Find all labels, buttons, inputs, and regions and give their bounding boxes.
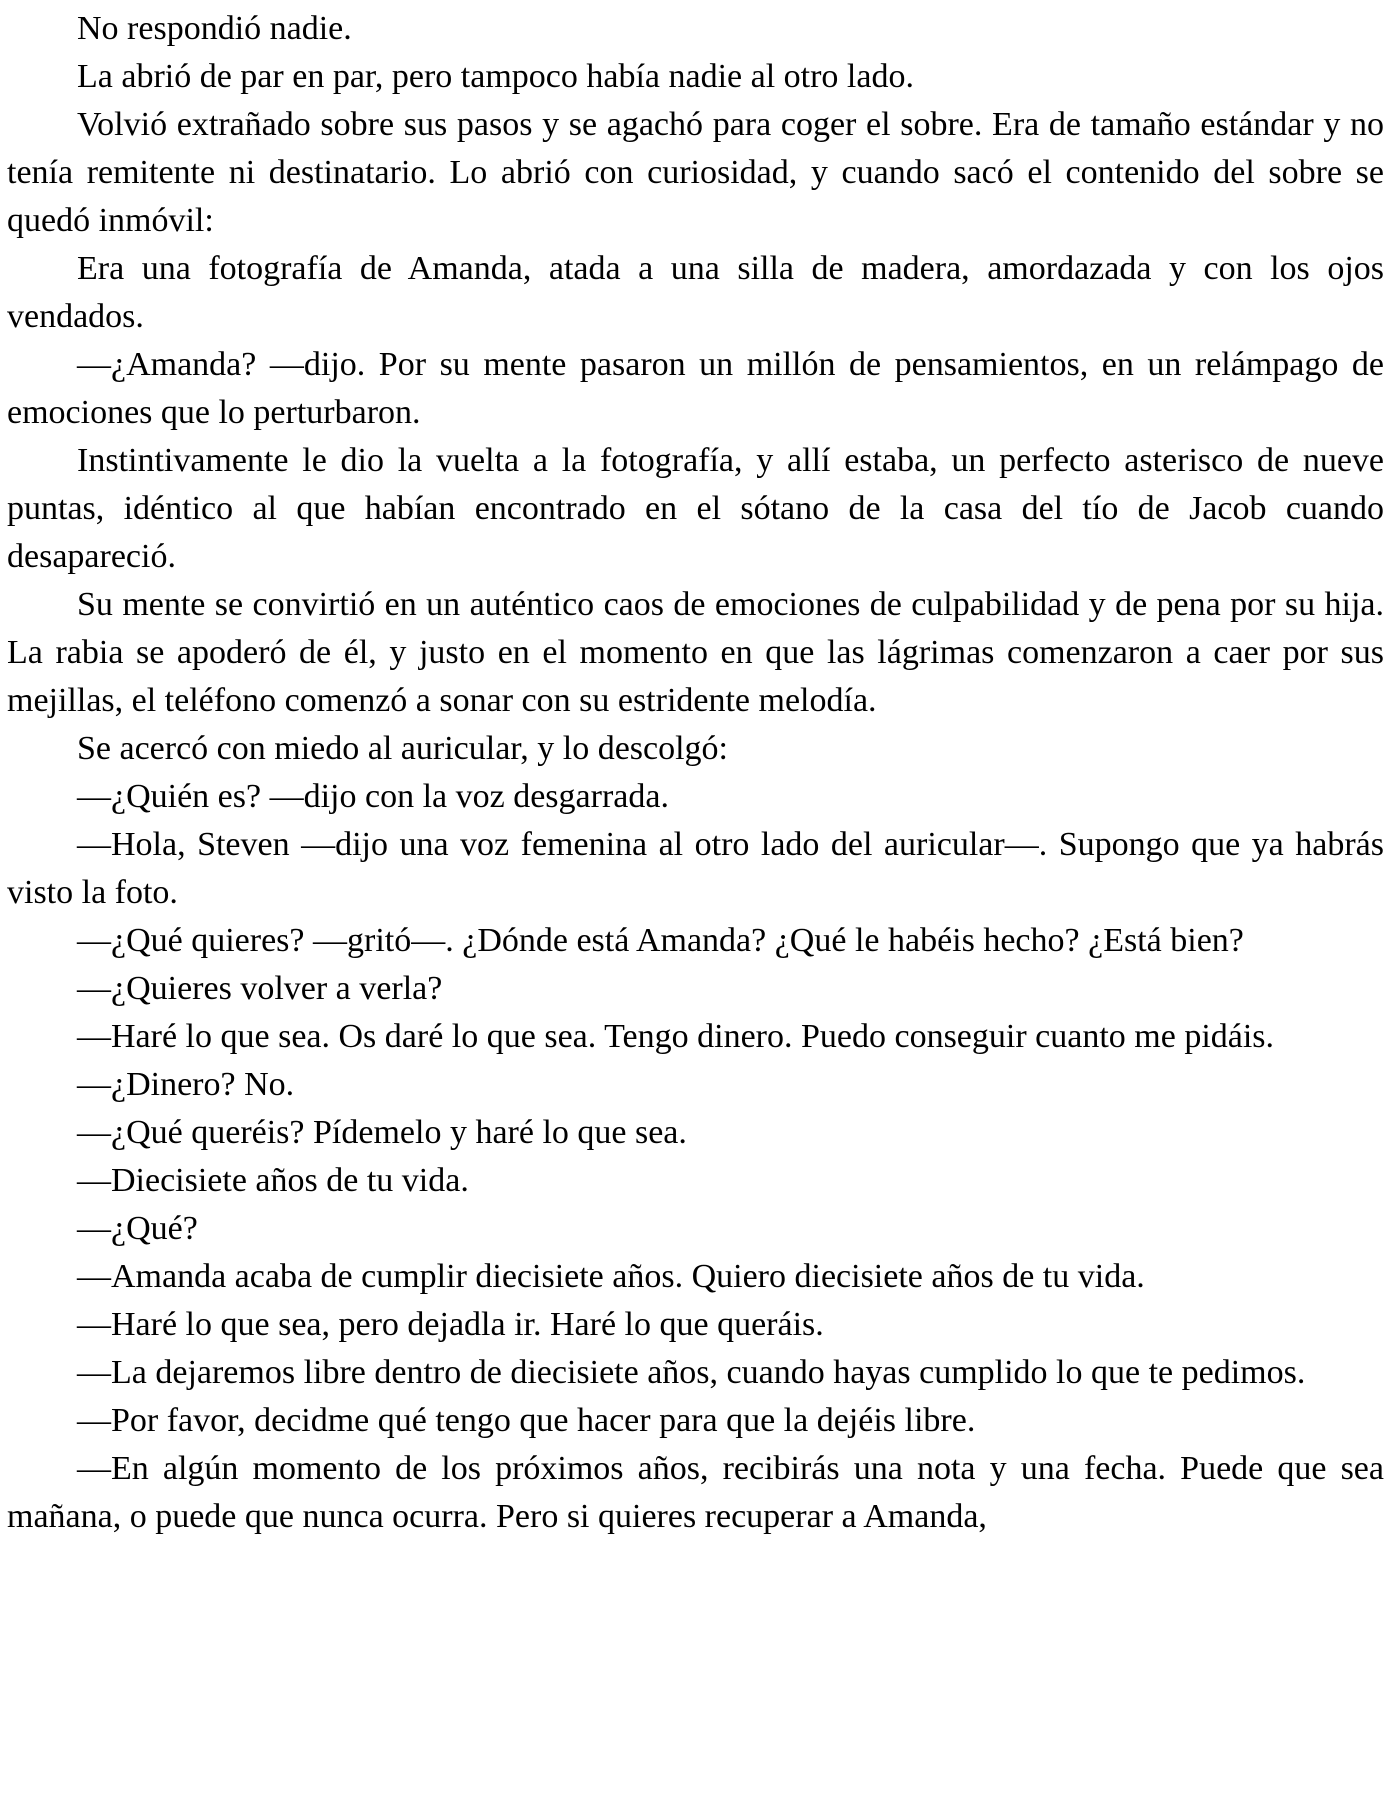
paragraph: —¿Dinero? No. xyxy=(77,1066,295,1103)
paragraph: Instintivamente le dio la vuelta a la fotografía, y allí estaba, un perfecto asterisco de nueve puntas, idéntico al que habían encontrado en el sótano de la casa del tío de Jacob cuando desapareció. xyxy=(7,442,1384,575)
paragraph: Era una fotografía de Amanda, atada a una silla de madera, amordazada y con los ojos vendados. xyxy=(7,250,1384,335)
paragraph: —¿Qué quieres? —gritó—. ¿Dónde está Amanda? ¿Qué le habéis hecho? ¿Está bien? xyxy=(77,922,1244,959)
paragraph: —Haré lo que sea, pero dejadla ir. Haré lo que queráis. xyxy=(77,1306,824,1343)
paragraph: —Amanda acaba de cumplir diecisiete años. Quiero diecisiete años de tu vida. xyxy=(77,1258,1145,1295)
paragraph: —Diecisiete años de tu vida. xyxy=(77,1162,469,1199)
paragraph: Volvió extrañado sobre sus pasos y se agachó para coger el sobre. Era de tamaño estándar y no tenía remitente ni destinatario. Lo abrió con curiosidad, y cuando sacó el contenido del sobre se quedó inmóvil: xyxy=(7,106,1384,239)
paragraph: —Hola, Steven —dijo una voz femenina al otro lado del auricular—. Supongo que ya habrás visto la foto. xyxy=(7,826,1384,911)
paragraph: —¿Quieres volver a verla? xyxy=(77,970,443,1007)
paragraph: —¿Qué? xyxy=(77,1210,198,1247)
paragraph: —Haré lo que sea. Os daré lo que sea. Tengo dinero. Puedo conseguir cuanto me pidáis. xyxy=(77,1018,1275,1055)
paragraph: No respondió nadie. xyxy=(77,10,352,47)
paragraph: —¿Amanda? —dijo. Por su mente pasaron un millón de pensamientos, en un relámpago de emociones que lo perturbaron. xyxy=(7,346,1384,431)
paragraph: —La dejaremos libre dentro de diecisiete años, cuando hayas cumplido lo que te pedimos. xyxy=(77,1354,1306,1391)
paragraph: —¿Qué queréis? Pídemelo y haré lo que sea. xyxy=(77,1114,687,1151)
paragraph: —En algún momento de los próximos años, recibirás una nota y una fecha. Puede que sea mañana, o puede que nunca ocurra. Pero si quieres recuperar a Amanda, xyxy=(7,1450,1384,1535)
paragraph: —Por favor, decidme qué tengo que hacer para que la dejéis libre. xyxy=(77,1402,976,1439)
paragraph: La abrió de par en par, pero tampoco había nadie al otro lado. xyxy=(77,58,914,95)
paragraph: Se acercó con miedo al auricular, y lo descolgó: xyxy=(77,730,728,767)
paragraph: Su mente se convirtió en un auténtico caos de emociones de culpabilidad y de pena por su hija. La rabia se apoderó de él, y justo en el momento en que las lágrimas comenzaron a caer por sus mejillas, el teléfono comenzó a sonar con su estridente melodía. xyxy=(7,586,1384,719)
paragraph: —¿Quién es? —dijo con la voz desgarrada. xyxy=(77,778,669,815)
